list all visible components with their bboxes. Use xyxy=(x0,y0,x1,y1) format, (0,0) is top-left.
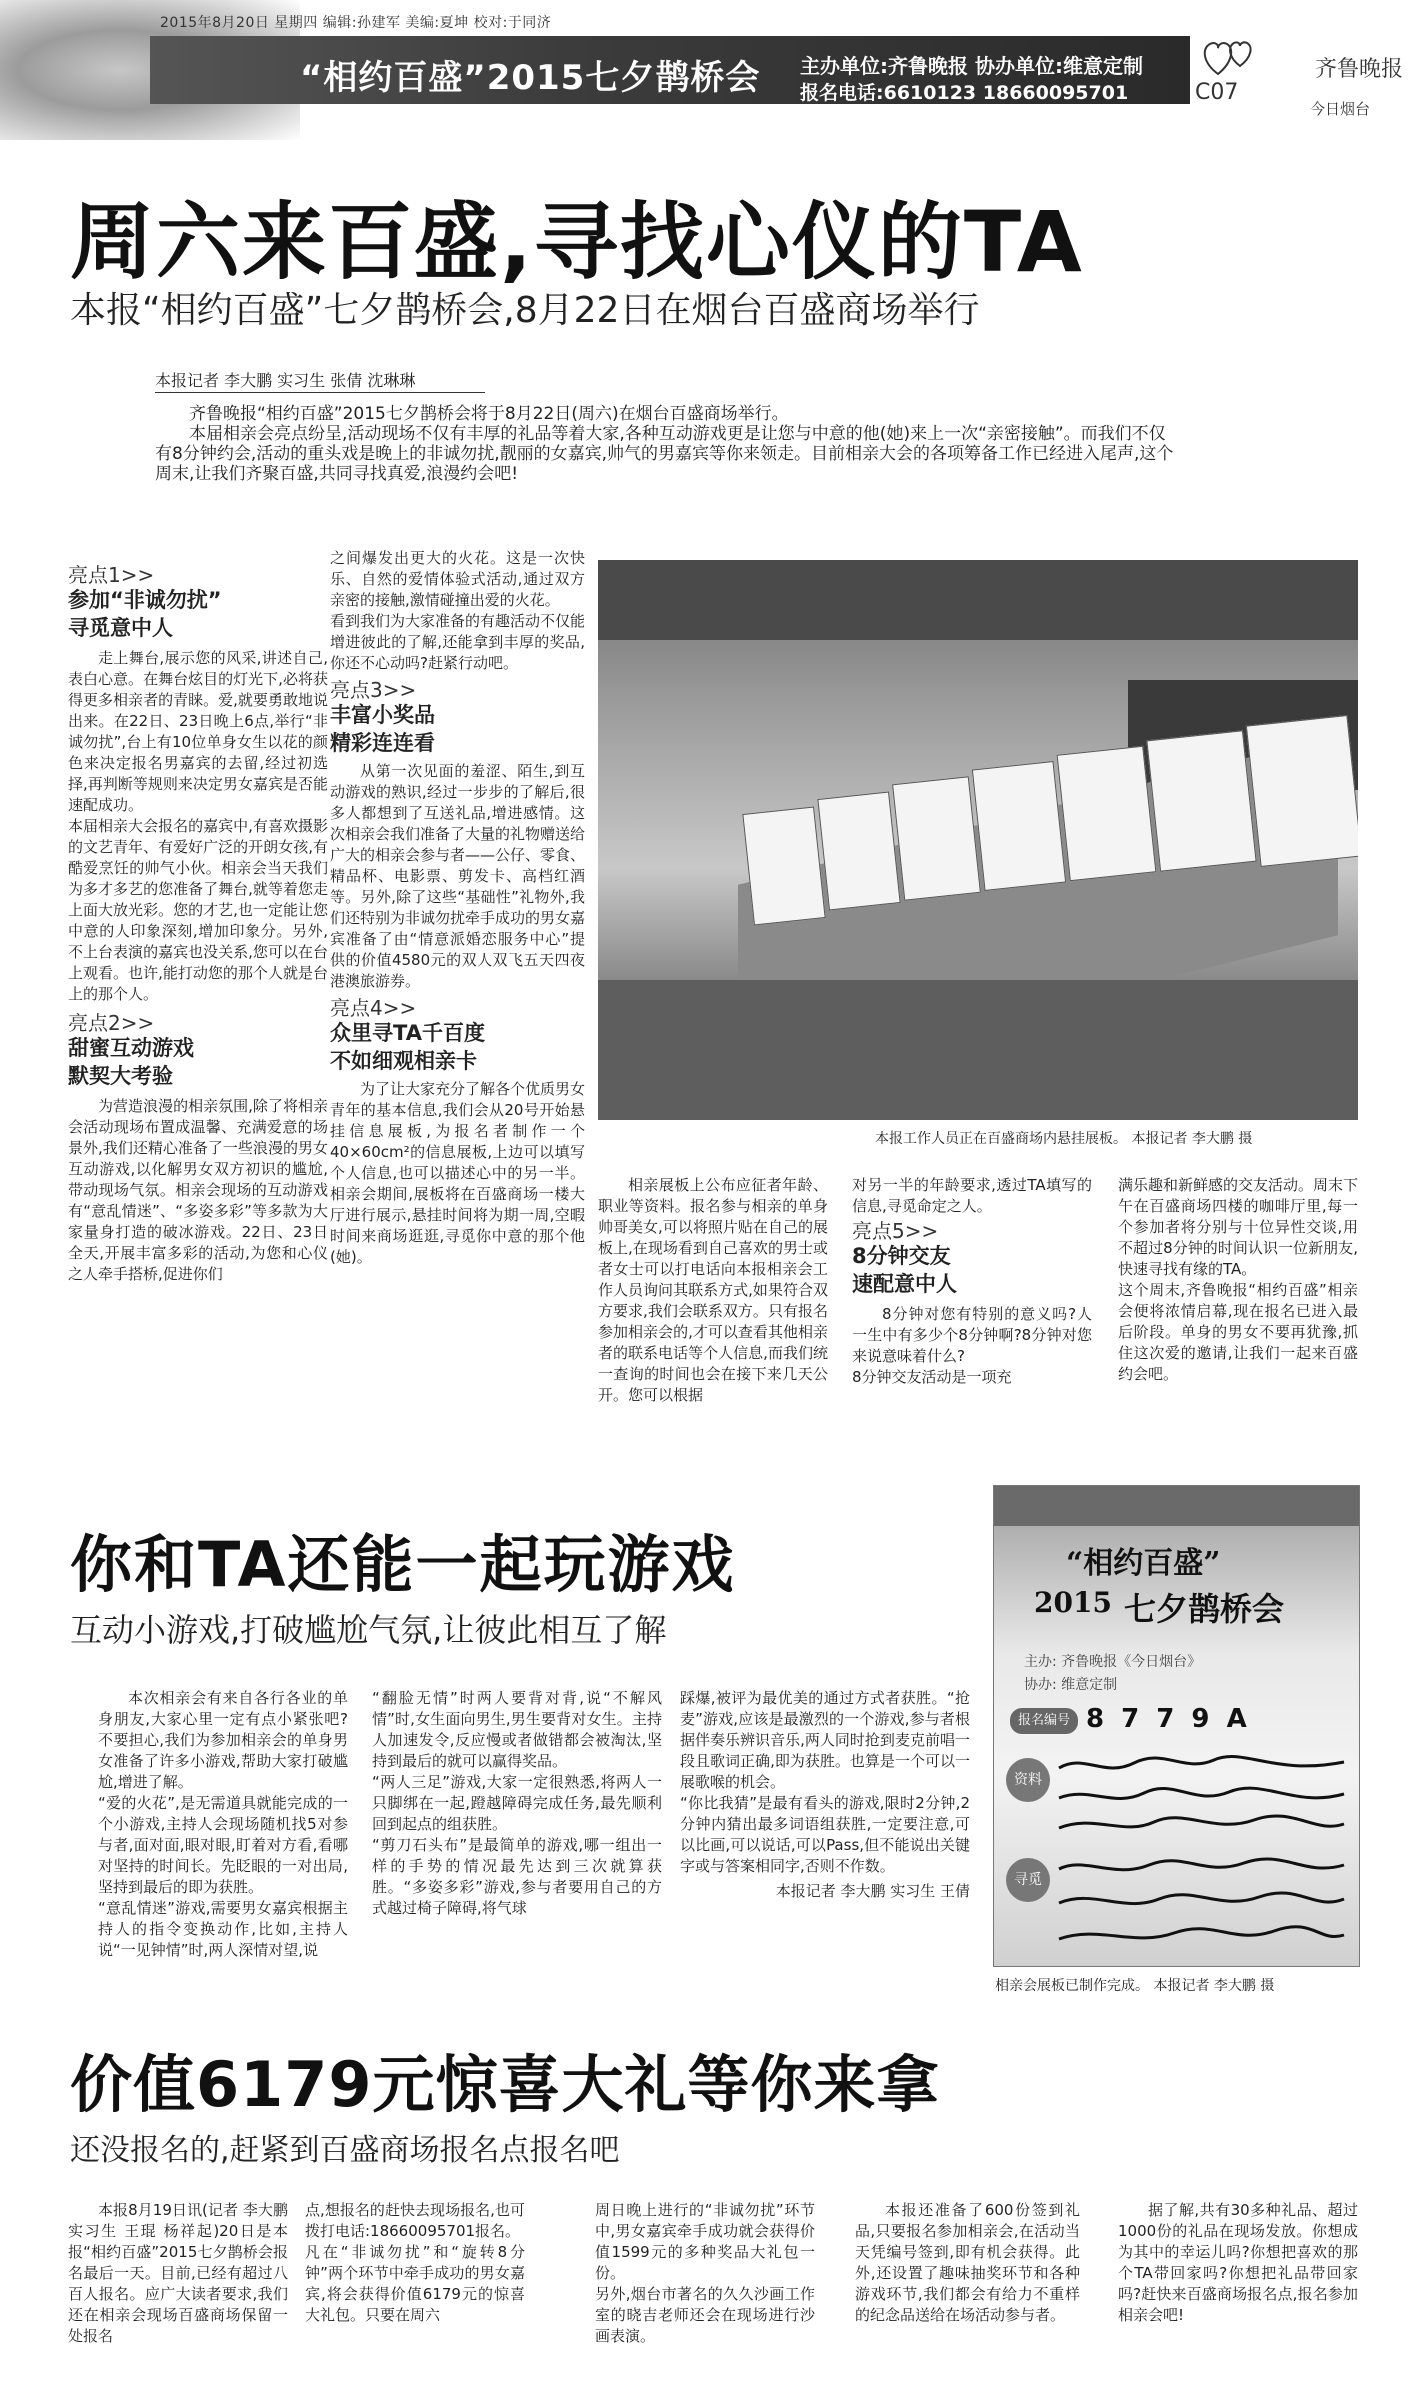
article2-byline: 本报记者 李大鹏 实习生 王倩 xyxy=(775,1882,970,1900)
article3-column-2: 点,想报名的赶快去现场报名,也可拨打电话:18660095701报名。 凡在“非诚勿扰”和“旋转8分钟”两个环节中牵手成功的男女嘉宾,将会获得价值6179元的惊喜大礼包。只要在周六 xyxy=(305,2201,525,2324)
highlight-label: 亮点5>> xyxy=(852,1219,939,1243)
article2-headline: 你和TA还能一起玩游戏 xyxy=(70,1528,736,1601)
poster-number-tag: 报名编号 xyxy=(1010,1708,1078,1734)
article3-subheadline: 还没报名的,赶紧到百盛商场报名点报名吧 xyxy=(70,2133,620,2168)
poster-co-host: 协办: 维意定制 xyxy=(1024,1677,1118,1693)
poster-top-band xyxy=(994,1486,1359,1526)
issue-meta: 2015年8月20日 星期四 编辑:孙建军 美编:夏坤 校对:于同济 xyxy=(160,15,552,31)
signup-board-photo xyxy=(993,1485,1360,1967)
column-body: 之间爆发出更大的火花。这是一次快乐、自然的爱情体验式活动,通过双方亲密的接触,激情碰撞出爱的火花。 看到我们为大家准备的有趣活动不仅能增进彼此的了解,还能拿到丰厚的奖品,你还不心动吗?赶紧行动吧。 xyxy=(330,549,586,672)
poster-year: 2015 xyxy=(1034,1586,1112,1619)
highlight-label: 亮点3>> xyxy=(330,678,417,702)
poster-host: 主办: 齐鲁晚报《今日烟台》 xyxy=(1024,1654,1202,1670)
mall-photo xyxy=(598,560,1358,1120)
poster-info-label: 资料 xyxy=(1006,1758,1050,1802)
highlight-body: 为营造浪漫的相亲氛围,除了将相亲会活动现场布置成温馨、充满爱意的场景外,我们还精心准备了一些浪漫的男女互动游戏,以化解男女双方初识的尴尬,带动现场气氛。相亲会现场的互动游戏有“意乱情迷”、“多姿多彩”等多款为大家量身打造的破冰游戏。22日、23日全天,开展丰富多彩的活动,为您和心仪之人牵手搭桥,促进你们 xyxy=(68,1097,328,1283)
section-name: 今日烟台 xyxy=(1310,100,1371,118)
newspaper-logo: 齐鲁晚报 xyxy=(1315,57,1404,82)
poster-event-name: 七夕鹊桥会 xyxy=(1124,1590,1285,1628)
photo-display-board xyxy=(742,807,825,926)
article1-column-2 xyxy=(330,548,585,1268)
poster-number: 8 7 7 9 A xyxy=(1086,1704,1251,1734)
lead-paragraph: 本届相亲会亮点纷呈,活动现场不仅有丰厚的礼品等着大家,各种互动游戏更是让您与中意的他(她)来上一次“亲密接触”。而我们不仅有8分钟约会,活动的重头戏是晚上的非诚勿扰,靓丽的女嘉宾,帅气的男嘉宾等你来领走。目前相亲大会的各项筹备工作已经进入尾声,这个周末,让我们齐聚百盛,共同寻找真爱,浪漫约会吧! xyxy=(155,424,1174,484)
column-body: 踩爆,被评为最优美的通过方式者获胜。“抢麦”游戏,应该是最激烈的一个游戏,参与者根据伴奏乐辨识音乐,两人同时抢到麦克前唱一段且歌词正确,即为获胜。也算是一个可以一展歌喉的机会。 “你比我猜”是最有看头的游戏,限时2分钟,2分钟内猜出最多词语组获胜,一定要注意,可以比画,可以说话,可以Pass,但不能说出关键字或与答案相同字,否则不作数。 xyxy=(680,1689,970,1875)
highlight-label: 亮点2>> xyxy=(68,1011,155,1035)
lead-paragraph: 齐鲁晚报“相约百盛”2015七夕鹊桥会将于8月22日(周六)在烟台百盛商场举行。 xyxy=(189,404,789,424)
photo-ceiling xyxy=(598,560,1358,640)
photo-caption: 本报工作人员正在百盛商场内悬挂展板。 本报记者 李大鹏 摄 xyxy=(875,1131,1253,1147)
banner-signup-phone: 报名电话:6610123 18660095701 xyxy=(800,82,1129,104)
highlight-title: 8分钟交友 速配意中人 xyxy=(852,1244,957,1296)
article3-column-5: 据了解,共有30多种礼品、超过1000份的礼品在现场发放。你想成为其中的幸运儿吗?你想把喜欢的那个TA带回家吗?你想把礼品带回家吗?赶快来百盛商场报名点,报名参加相亲会吧! xyxy=(1118,2201,1358,2324)
photo-display-board xyxy=(892,776,981,900)
highlight-title: 众里寻TA千百度 不如细观相亲卡 xyxy=(330,1021,485,1073)
poster-handwriting-info xyxy=(1054,1748,1349,1838)
article2-column-2: “翻脸无情”时两人要背对背,说“不解风情”时,女生面向男生,男生要背对女生。主持人加速发令,反应慢或者做错都会被淘汰,坚持到最后的就可以赢得奖品。 “两人三足”游戏,大家一定很熟悉,将两人一只脚绑在一起,蹬越障碍完成任务,最先顺利回到起点的组获胜。 “剪刀石头布”是最简单的游戏,哪一组出一样的手势的情况最先达到三次就算获胜。“多姿多彩”游戏,参与者要用自己的方式越过椅子障碍,将气球 xyxy=(372,1689,662,1917)
photo-display-board xyxy=(817,792,900,911)
page-number: C07 xyxy=(1195,80,1239,105)
poster-handwriting-seek xyxy=(1054,1851,1349,1956)
highlight-body: 走上舞台,展示您的风采,讲述自己,表白心意。在舞台炫目的灯光下,必将获得更多相亲者的青睐。爱,就要勇敢地说出来。在22日、23日晚上6点,举行“非诚勿扰”,台上有10位单身女生以花的颜色来决定报名男嘉宾的去留,经过初选择,再判断等规则来决定男女嘉宾是否能速配成功。 本届相亲大会报名的嘉宾中,有喜欢摄影的文艺青年、有爱好广泛的开朗女孩,有酷爱烹饪的帅气小伙。相亲会当天我们为多才多艺的您准备了舞台,就等着您走上面大放光彩。您的才艺,也一定能让您中意的人印象深刻,增加印象分。另外,不上台表演的嘉宾也没关系,您可以在台上观看。也许,能打动您的那个人就是台上的那个人。 xyxy=(68,649,328,1003)
article1-column-6: 满乐趣和新鲜感的交友活动。周末下午在百盛商场四楼的咖啡厅里,每一个参加者将分别与十位异性交谈,用不超过8分钟的时间认识一位新朋友,快速寻找有缘的TA。 这个周末,齐鲁晚报“相约百盛”相亲会便将浓情启幕,现在报名已进入最后阶段。单身的男女不要再犹豫,抓住这次爱的邀请,让我们一起来百盛约会吧。 xyxy=(1118,1176,1359,1383)
article1-column-5 xyxy=(852,1175,1092,1388)
hearts-icon xyxy=(1200,30,1260,80)
photo-floor xyxy=(598,980,1358,1120)
photo-display-board xyxy=(972,761,1066,891)
article3-column-4: 本报还准备了600份签到礼品,只要报名参加相亲会,在活动当天凭编号签到,即有机会获得。此外,还设置了趣味抽奖环节和各种游戏环节,我们都会有给力不重样的纪念品送给在场活动参与者。 xyxy=(855,2201,1080,2324)
banner-title: “相约百盛”2015七夕鹊桥会 xyxy=(300,58,761,98)
article2-column-1: 本次相亲会有来自各行各业的单身朋友,大家心里一定有点小紧张吧?不要担心,我们为参加相亲会的单身男女准备了许多小游戏,帮助大家打破尴尬,增进了解。 “爱的火花”,是无需道具就能完成的一个小游戏,主持人会现场随机找5对参与者,面对面,眼对眼,盯着对方看,看哪对坚持的时间长。先眨眼的一对出局,坚持到最后的即为获胜。 “意乱情迷”游戏,需要男女嘉宾根据主持人的指令变换动作,比如,主持人说“一见钟情”时,两人深情对望,说 xyxy=(98,1689,348,1959)
highlight-title: 参加“非诚勿扰” 寻觅意中人 xyxy=(68,588,222,640)
article1-lead xyxy=(155,404,1180,484)
poster-title: “相约百盛” xyxy=(1066,1546,1221,1581)
article2-subheadline: 互动小游戏,打破尴尬气氛,让彼此相互了解 xyxy=(70,1611,667,1649)
article1-byline: 本报记者 李大鹏 实习生 张倩 沈琳琳 xyxy=(155,371,416,390)
photo-display-board xyxy=(1057,746,1157,881)
photo-display-board xyxy=(1246,715,1358,867)
highlight-body: 8分钟对您有特别的意义吗?人一生中有多少个8分钟啊?8分钟对您来说意味着什么? 8分钟交友活动是一项充 xyxy=(852,1305,1092,1386)
poster-seek-label: 寻觅 xyxy=(1006,1858,1050,1902)
highlight-body: 为了让大家充分了解各个优质男女青年的基本信息,我们会从20号开始悬挂信息展板,为报名者制作一个40×60cm²的信息展板,上边可以填写个人信息,也可以描述心中的另一半。相亲会期间,展板将在百盛商场一楼大厅进行展示,悬挂时间将为期一周,空暇时间来商场逛逛,寻觅你中意的那个他(她)。 xyxy=(330,1080,586,1266)
article1-column-1 xyxy=(68,565,328,1285)
highlight-label: 亮点4>> xyxy=(330,996,417,1020)
highlight-body: 从第一次见面的羞涩、陌生,到互动游戏的熟识,经过一步步的了解后,很多人都想到了互送礼品,增进感情。这次相亲会我们准备了大量的礼物赠送给广大的相亲会参与者——公仔、零食、精品杯、电影票、剪发卡、高档红酒等。另外,除了这些“基础性”礼物外,我们还特别为非诚勿扰牵手成功的男女嘉宾准备了由“情意派婚恋服务中心”提供的价值4580元的双人双飞五天四夜港澳旅游券。 xyxy=(330,762,586,990)
article3-headline: 价值6179元惊喜大礼等你来拿 xyxy=(70,2048,940,2121)
article1-subheadline: 本报“相约百盛”七夕鹊桥会,8月22日在烟台百盛商场举行 xyxy=(70,290,980,331)
poster-caption: 相亲会展板已制作完成。 本报记者 李大鹏 摄 xyxy=(995,1978,1275,1994)
article3-column-3: 周日晚上进行的“非诚勿扰”环节中,男女嘉宾牵手成功就会获得价值1599元的多种奖品大礼包一份。 另外,烟台市著名的久久沙画工作室的晓吉老师还会在现场进行沙画表演。 xyxy=(595,2201,815,2345)
article1-column-4: 相亲展板上公布应征者年龄、职业等资料。报名参与相亲的单身帅哥美女,可以将照片贴在自己的展板上,在现场看到自己喜欢的男士或者女士可以打电话向本报相亲会工作人员询问其联系方式,如果符合双方要求,我们会联系双方。只有报名参加相亲会的,才可以查看其他相亲者的联系电话等个人信息,而我们统一查询的时间也会在接下来几天公开。您可以根据 xyxy=(598,1176,828,1404)
highlight-title: 甜蜜互动游戏 默契大考验 xyxy=(68,1036,194,1088)
column-body: 对另一半的年龄要求,透过TA填写的信息,寻觅命定之人。 xyxy=(852,1176,1092,1215)
article3-column-1: 本报8月19日讯(记者 李大鹏 实习生 王琨 杨祥起)20日是本报“相约百盛”2015七夕鹊桥会报名最后一天。目前,已经有超过八百人报名。应广大读者要求,我们还在相亲会现场百盛商场保留一处报名 xyxy=(68,2201,288,2345)
highlight-label: 亮点1>> xyxy=(68,563,155,587)
article2-column-3 xyxy=(680,1688,970,1902)
banner-organizer: 主办单位:齐鲁晚报 协办单位:维意定制 xyxy=(800,54,1143,78)
divider xyxy=(155,392,485,393)
photo-display-board xyxy=(1146,730,1256,871)
highlight-title: 丰富小奖品 精彩连连看 xyxy=(330,703,435,755)
article1-headline: 周六来百盛,寻找心仪的TA xyxy=(70,193,1084,291)
